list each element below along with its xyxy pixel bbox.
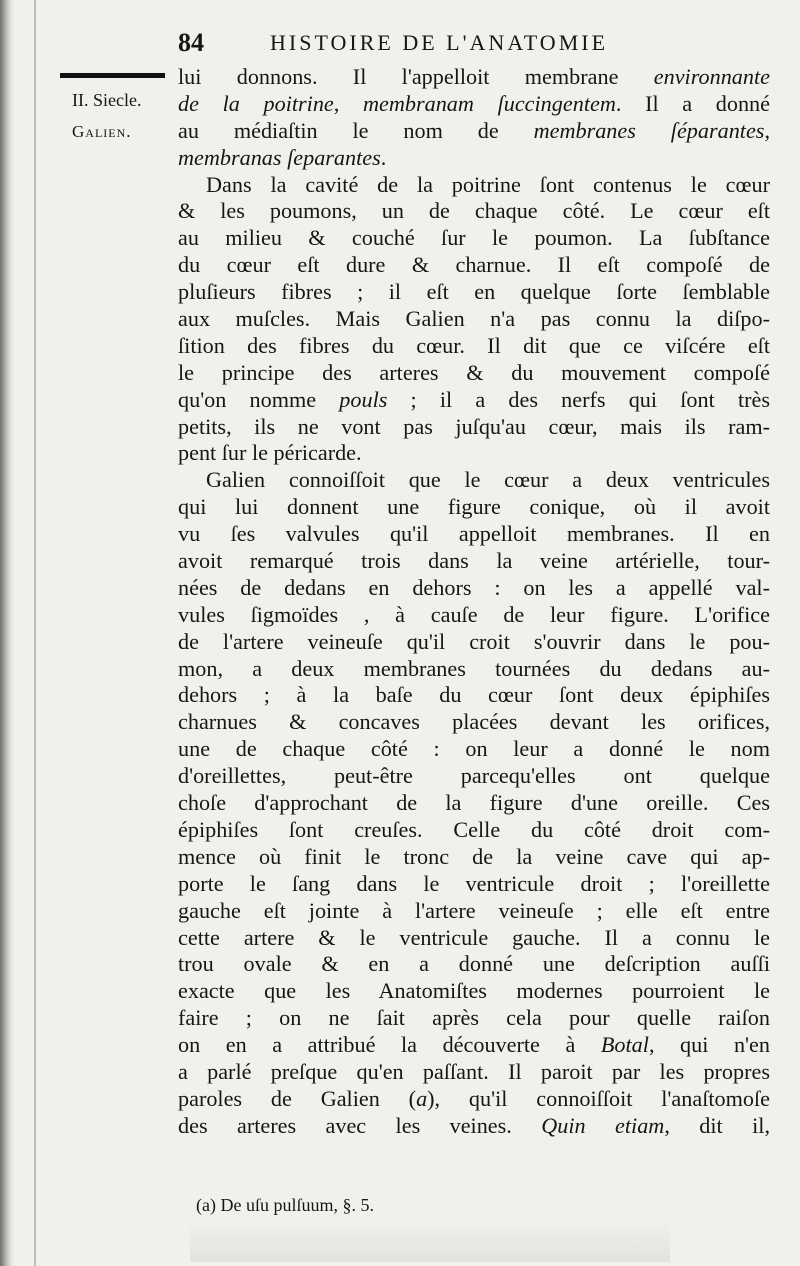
text-segment: des arteres avec les veines. bbox=[178, 1112, 542, 1138]
text-line bbox=[178, 494, 770, 521]
text-line bbox=[178, 145, 770, 172]
text-segment: on en a attribué la découverte à bbox=[178, 1032, 601, 1058]
text-line bbox=[178, 844, 770, 871]
footnote-text: De uſu pulſuum, §. 5. bbox=[220, 1195, 374, 1215]
text-line bbox=[178, 279, 770, 306]
text-segment: au milieu & couché ſur le poumon. La ſubſtance bbox=[178, 225, 770, 251]
text-segment: mon, a deux membranes tournées du dedans au- bbox=[178, 655, 770, 681]
text-segment: d'oreillettes, peut-être parcequ'elles ont quelque bbox=[178, 763, 770, 789]
text-segment: vules ſigmoïdes , à cauſe de leur figure. L'orifice bbox=[178, 601, 770, 627]
text-line bbox=[178, 629, 770, 656]
text-segment: charnues & concaves placées devant les orifices, bbox=[178, 709, 770, 735]
italic-phrase: Quin etiam bbox=[541, 1112, 665, 1138]
text-line bbox=[178, 898, 770, 925]
binding-gutter-shadow bbox=[0, 0, 14, 1266]
text-segment: du cœur eſt dure & charnue. Il eſt compoſé de bbox=[178, 252, 770, 278]
text-line bbox=[178, 817, 770, 844]
text-line bbox=[178, 467, 770, 494]
text-segment: paroles de Galien ( bbox=[178, 1085, 417, 1111]
text-line bbox=[178, 951, 770, 978]
text-segment: aux muſcles. Mais Galien n'a pas connu la diſpo- bbox=[178, 306, 770, 332]
text-line bbox=[178, 548, 770, 575]
text-line bbox=[178, 682, 770, 709]
text-segment: qui lui donnent une figure conique, où il avoit bbox=[178, 494, 770, 520]
text-segment: le principe des arteres & du mouvement compoſé bbox=[178, 359, 770, 385]
footnote bbox=[196, 1195, 374, 1216]
text-segment: a parlé preſque qu'en paſſant. Il paroit par les propres bbox=[178, 1058, 770, 1084]
text-line bbox=[178, 225, 770, 252]
text-line bbox=[178, 790, 770, 817]
italic-phrase: membranam ſuccingentem bbox=[362, 90, 616, 116]
italic-phrase: de la poitrine bbox=[178, 90, 334, 116]
text-segment: ), qu'il connoiſſoit l'anaſtomoſe bbox=[427, 1085, 770, 1111]
margin-note-author: Galien. bbox=[72, 122, 132, 141]
text-segment: une de chaque côté : on leur a donné le nom bbox=[178, 736, 770, 762]
text-segment: Dans la cavité de la poitrine ſont contenus le cœur bbox=[206, 171, 770, 197]
text-segment: qu'on nomme bbox=[178, 386, 340, 412]
text-segment: cette artere & le ventricule gauche. Il a connu le bbox=[178, 924, 770, 950]
page-edge-line bbox=[34, 0, 36, 1266]
text-line bbox=[178, 91, 770, 118]
text-line bbox=[178, 387, 770, 414]
text-line bbox=[178, 978, 770, 1005]
text-segment: pent ſur le péricarde. bbox=[178, 440, 362, 466]
text-line bbox=[178, 521, 770, 548]
text-line bbox=[178, 925, 770, 952]
text-segment: épiphiſes ſont creuſes. Celle du côté droit com- bbox=[178, 816, 770, 842]
text-segment: au médiaſtin le nom de bbox=[178, 117, 534, 143]
italic-phrase: membranas ſeparantes bbox=[178, 144, 381, 170]
running-title: HISTOIRE DE L'ANATOMIE bbox=[270, 30, 609, 55]
text-segment: avoit remarqué trois dans la veine artérielle, tour- bbox=[178, 548, 770, 574]
text-segment: . Il a donné bbox=[615, 90, 770, 116]
text-line bbox=[178, 1005, 770, 1032]
text-segment: ſition des fibres du cœur. Il dit que ce viſcére eſt bbox=[178, 332, 770, 358]
italic-phrase: Botal bbox=[600, 1032, 649, 1058]
text-line bbox=[178, 414, 770, 441]
italic-phrase: membranes ſéparantes bbox=[533, 117, 765, 143]
text-segment: faire ; on ne ſait après cela pour quelle raiſon bbox=[178, 1005, 770, 1031]
text-line bbox=[178, 1032, 770, 1059]
text-segment: gauche eſt jointe à l'artere veineuſe ; elle eſt entre bbox=[178, 897, 770, 923]
text-line bbox=[178, 64, 770, 91]
italic-phrase: a bbox=[416, 1085, 428, 1111]
text-line bbox=[178, 1059, 770, 1086]
text-segment: lui donnons. Il l'appelloit membrane bbox=[178, 64, 654, 89]
margin-note-century: II. Siecle. bbox=[72, 90, 142, 110]
text-segment: de l'artere veineuſe qu'il croit s'ouvrir dans le pou- bbox=[178, 628, 770, 654]
text-segment: , bbox=[764, 117, 770, 143]
text-line bbox=[178, 333, 770, 360]
italic-phrase: environnante bbox=[653, 64, 770, 89]
text-segment: mence où finit le tronc de la veine cave qui ap- bbox=[178, 843, 770, 869]
text-segment: vu ſes valvules qu'il appelloit membranes. Il en bbox=[178, 521, 770, 547]
text-line bbox=[178, 1086, 770, 1113]
text-line bbox=[178, 575, 770, 602]
text-segment: petits, ils ne vont pas juſqu'au cœur, mais ils ram- bbox=[178, 413, 770, 439]
italic-phrase: pouls bbox=[339, 386, 388, 412]
text-line bbox=[178, 1113, 770, 1140]
text-segment: Galien connoiſſoit que le cœur a deux ventricules bbox=[206, 467, 770, 493]
text-segment: porte le ſang dans le ventricule droit ; l'oreillette bbox=[178, 870, 770, 896]
footnote-marker: (a) bbox=[196, 1195, 216, 1215]
text-segment: , dit il, bbox=[664, 1112, 770, 1138]
bleed-through-shadow bbox=[190, 1222, 670, 1262]
text-segment: . bbox=[380, 144, 387, 170]
margin-rule bbox=[60, 73, 165, 78]
text-line bbox=[178, 656, 770, 683]
text-segment: nées de dedans en dehors : on les a appellé val- bbox=[178, 574, 770, 600]
text-line bbox=[178, 172, 770, 199]
text-line bbox=[178, 440, 770, 467]
text-line bbox=[178, 198, 770, 225]
text-line bbox=[178, 306, 770, 333]
text-segment: choſe d'approchant de la figure d'une oreille. Ces bbox=[178, 790, 770, 816]
text-line bbox=[178, 118, 770, 145]
text-line bbox=[178, 763, 770, 790]
text-segment: & les poumons, un de chaque côté. Le cœur eſt bbox=[178, 198, 770, 224]
text-segment: ; il a des nerfs qui ſont très bbox=[387, 386, 770, 412]
text-line bbox=[178, 360, 770, 387]
text-line bbox=[178, 709, 770, 736]
text-line bbox=[178, 602, 770, 629]
text-segment: dehors ; à la baſe du cœur ſont deux épiphiſes bbox=[178, 682, 770, 708]
text-segment: , qui n'en bbox=[648, 1032, 770, 1058]
text-segment: , bbox=[333, 90, 363, 116]
text-line bbox=[178, 252, 770, 279]
text-segment: exacte que les Anatomiſtes modernes pourroient le bbox=[178, 978, 770, 1004]
text-segment: pluſieurs fibres ; il eſt en quelque ſorte ſemblable bbox=[178, 279, 770, 305]
text-line bbox=[178, 736, 770, 763]
page-header bbox=[178, 28, 768, 62]
body-text bbox=[178, 64, 770, 1140]
text-segment: trou ovale & en a donné une deſcription auſſi bbox=[178, 951, 770, 977]
text-line bbox=[178, 871, 770, 898]
page-number: 84 bbox=[178, 28, 204, 57]
